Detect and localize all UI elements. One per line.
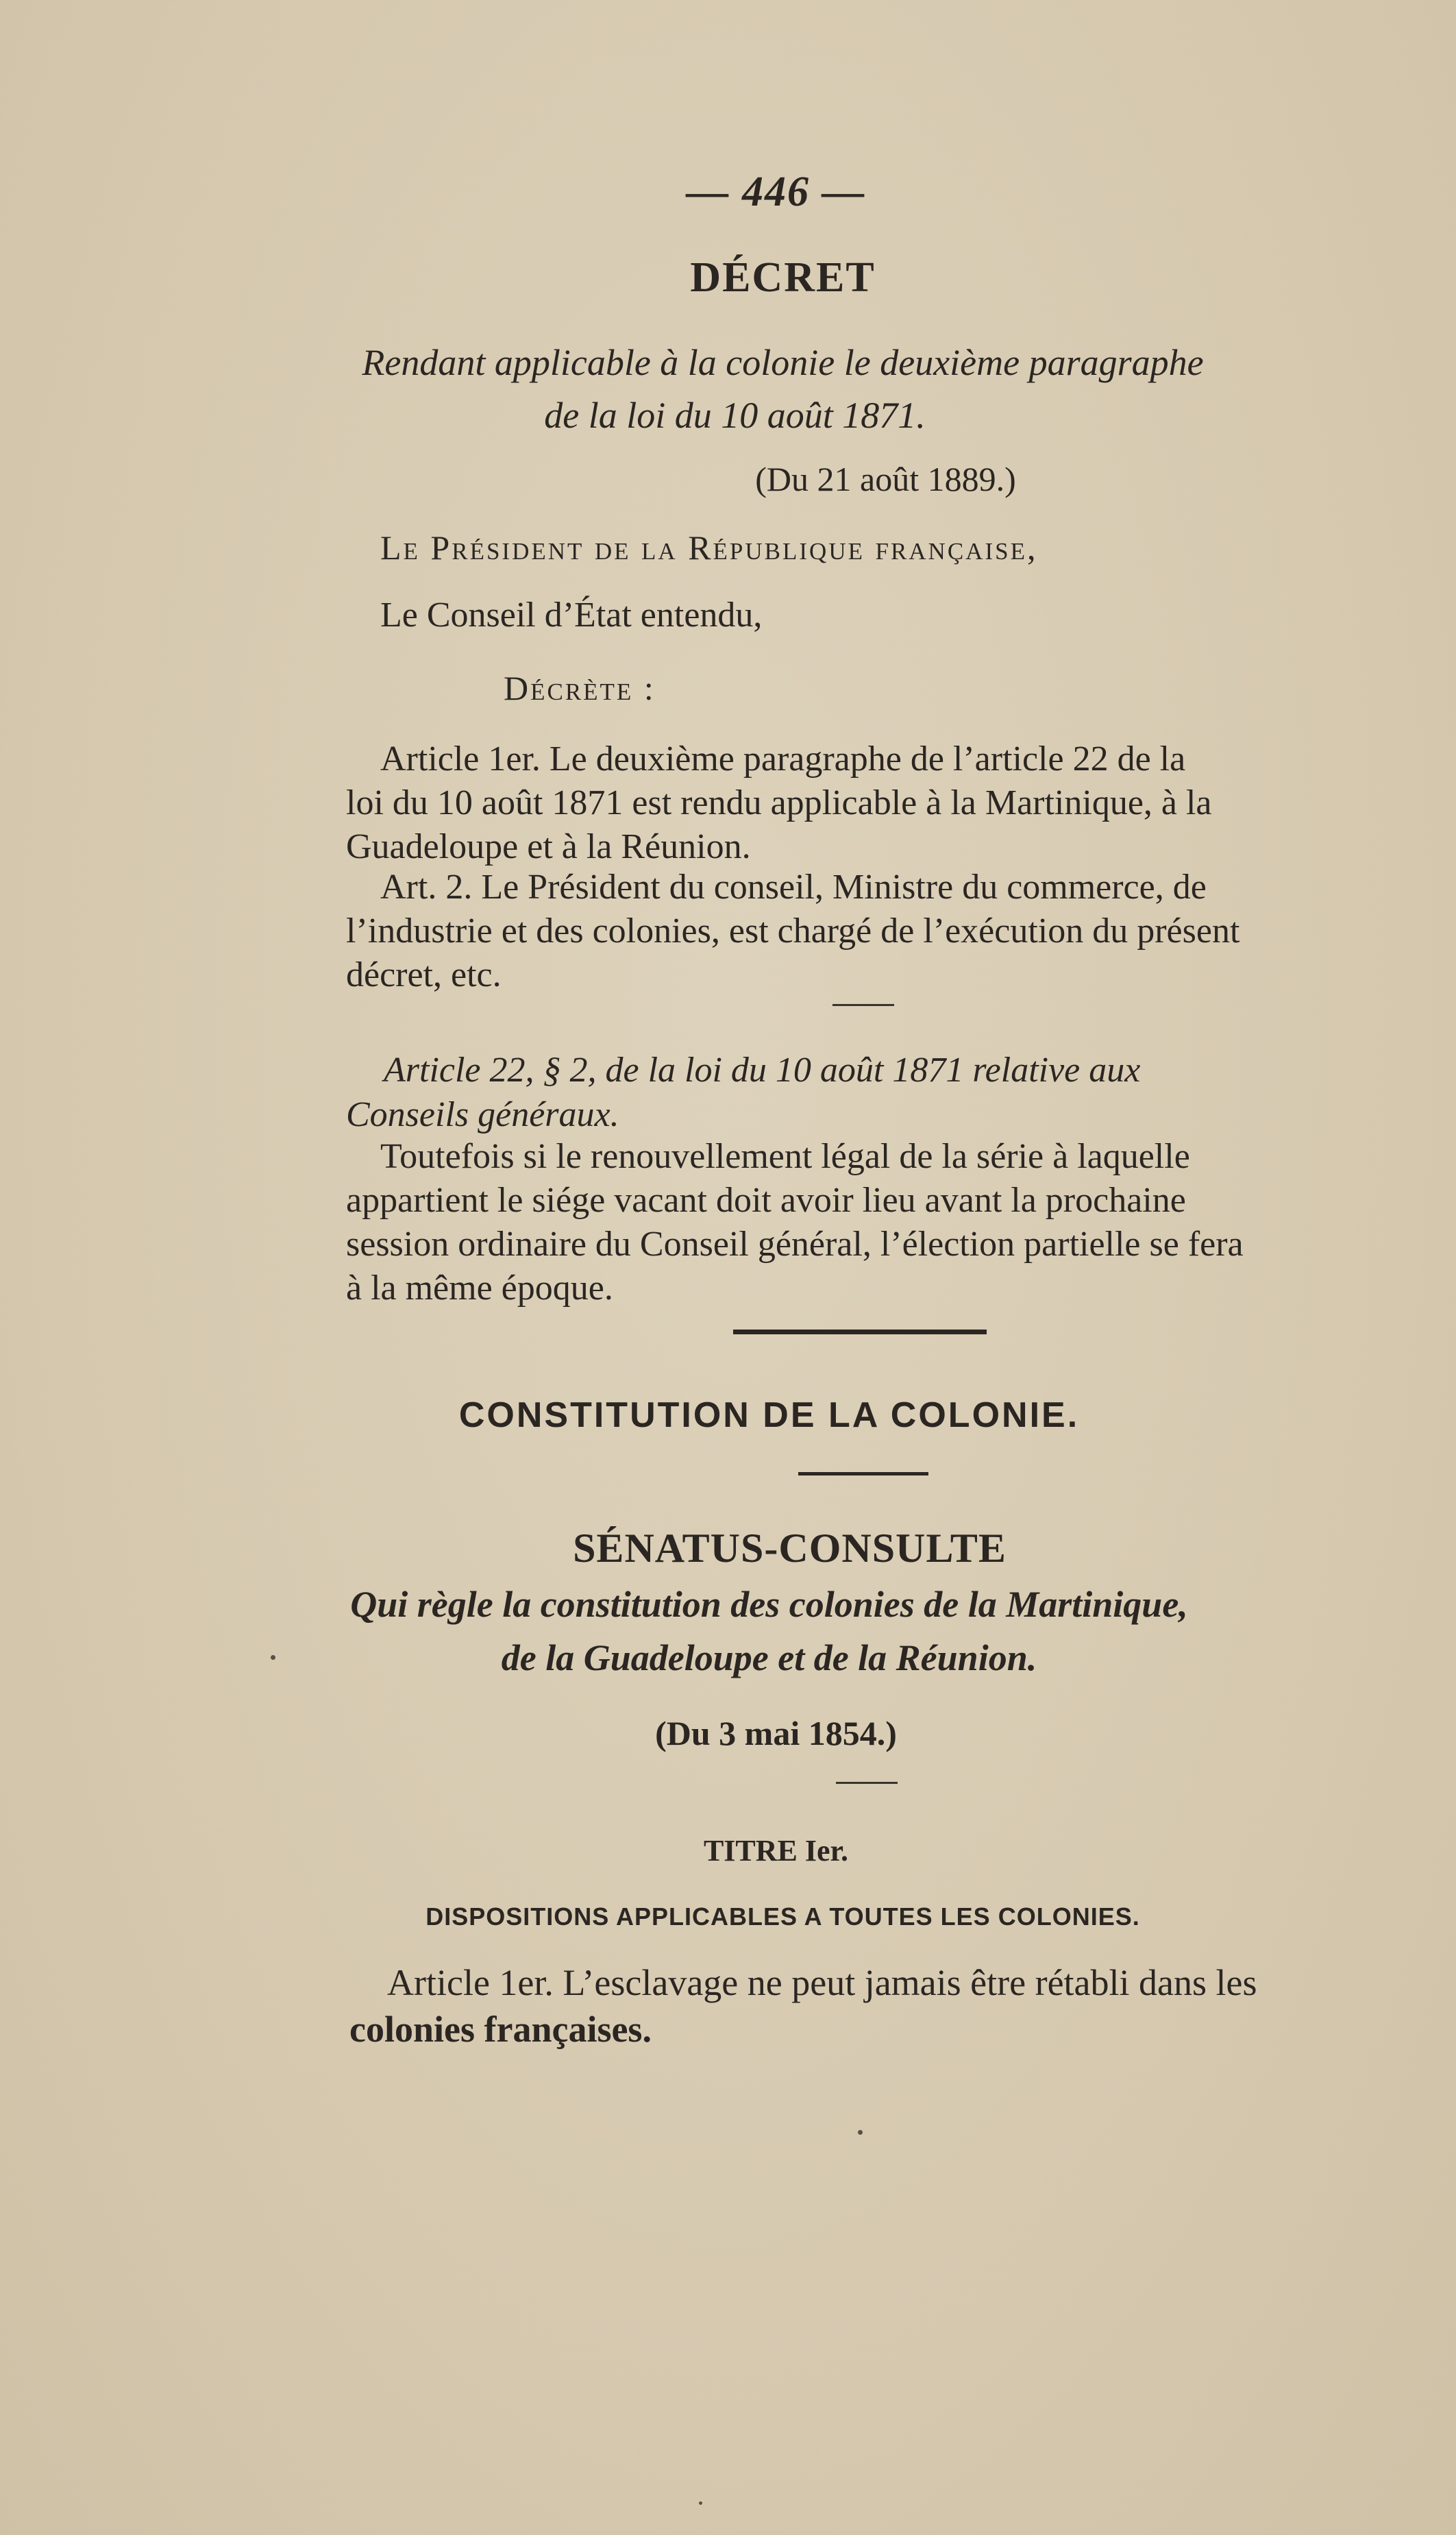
decrete-heading: Décrète : xyxy=(504,669,656,707)
senatus-subtitle-line2: de la Guadeloupe et de la Réunion. xyxy=(501,1637,1037,1678)
final-article1-line1: Article 1er. L’esclavage ne peut jamais être rétabli dans les xyxy=(387,1962,1257,2003)
article22-line3: session ordinaire du Conseil général, l’élection partielle se fera xyxy=(346,1225,1244,1264)
paper-speck xyxy=(699,2501,702,2505)
short-separator-rule xyxy=(798,1472,928,1475)
article22-line2: appartient le siége vacant doit avoir lieu avant la prochaine xyxy=(346,1181,1186,1220)
page-number: — 446 — xyxy=(686,169,866,215)
senatus-date: (Du 3 mai 1854.) xyxy=(655,1714,897,1752)
conseil-line: Le Conseil d’État entendu, xyxy=(380,596,763,635)
article1-line3: Guadeloupe et à la Réunion. xyxy=(346,827,751,866)
article1-line2: loi du 10 août 1871 est rendu applicable à la Martinique, à la xyxy=(346,783,1212,822)
decret-date: (Du 21 août 1889.) xyxy=(755,460,1016,498)
article1-line1: Article 1er. Le deuxième paragraphe de l’article 22 de la xyxy=(380,739,1186,779)
decret-subtitle-line2: de la loi du 10 août 1871. xyxy=(544,395,926,436)
article22-heading-line2: Conseils généraux. xyxy=(346,1095,619,1134)
thick-separator-rule xyxy=(733,1330,987,1334)
president-heading: Le Président de la République française, xyxy=(380,528,1038,567)
date-separator-rule xyxy=(836,1782,898,1784)
titre-heading: TITRE Ier. xyxy=(703,1834,849,1867)
final-article1-line2: colonies françaises. xyxy=(349,2009,652,2050)
senatus-subtitle-line1: Qui règle la constitution des colonies de la Martinique, xyxy=(350,1584,1188,1625)
paper-speck xyxy=(858,2130,863,2135)
decret-subtitle-line1: Rendant applicable à la colonie le deuxième paragraphe xyxy=(362,342,1204,383)
article22-heading-line1: Article 22, § 2, de la loi du 10 août 1871 relative aux xyxy=(384,1051,1141,1090)
senatus-title: SÉNATUS-CONSULTE xyxy=(573,1526,1007,1571)
article2-line3: décret, etc. xyxy=(346,955,502,994)
article2-line2: l’industrie et des colonies, est chargé de l’exécution du présent xyxy=(346,911,1240,951)
article22-line4: à la même époque. xyxy=(346,1269,613,1308)
dispositions-heading: DISPOSITIONS APPLICABLES A TOUTES LES COLONIES. xyxy=(425,1902,1140,1931)
constitution-heading: CONSTITUTION DE LA COLONIE. xyxy=(458,1395,1080,1435)
article22-line1: Toutefois si le renouvellement légal de la série à laquelle xyxy=(380,1137,1190,1176)
separator-rule xyxy=(832,1004,894,1006)
decret-title: DÉCRET xyxy=(690,254,876,301)
article2-line1: Art. 2. Le Président du conseil, Ministre du commerce, de xyxy=(380,868,1207,907)
paper-speck xyxy=(271,1655,275,1660)
